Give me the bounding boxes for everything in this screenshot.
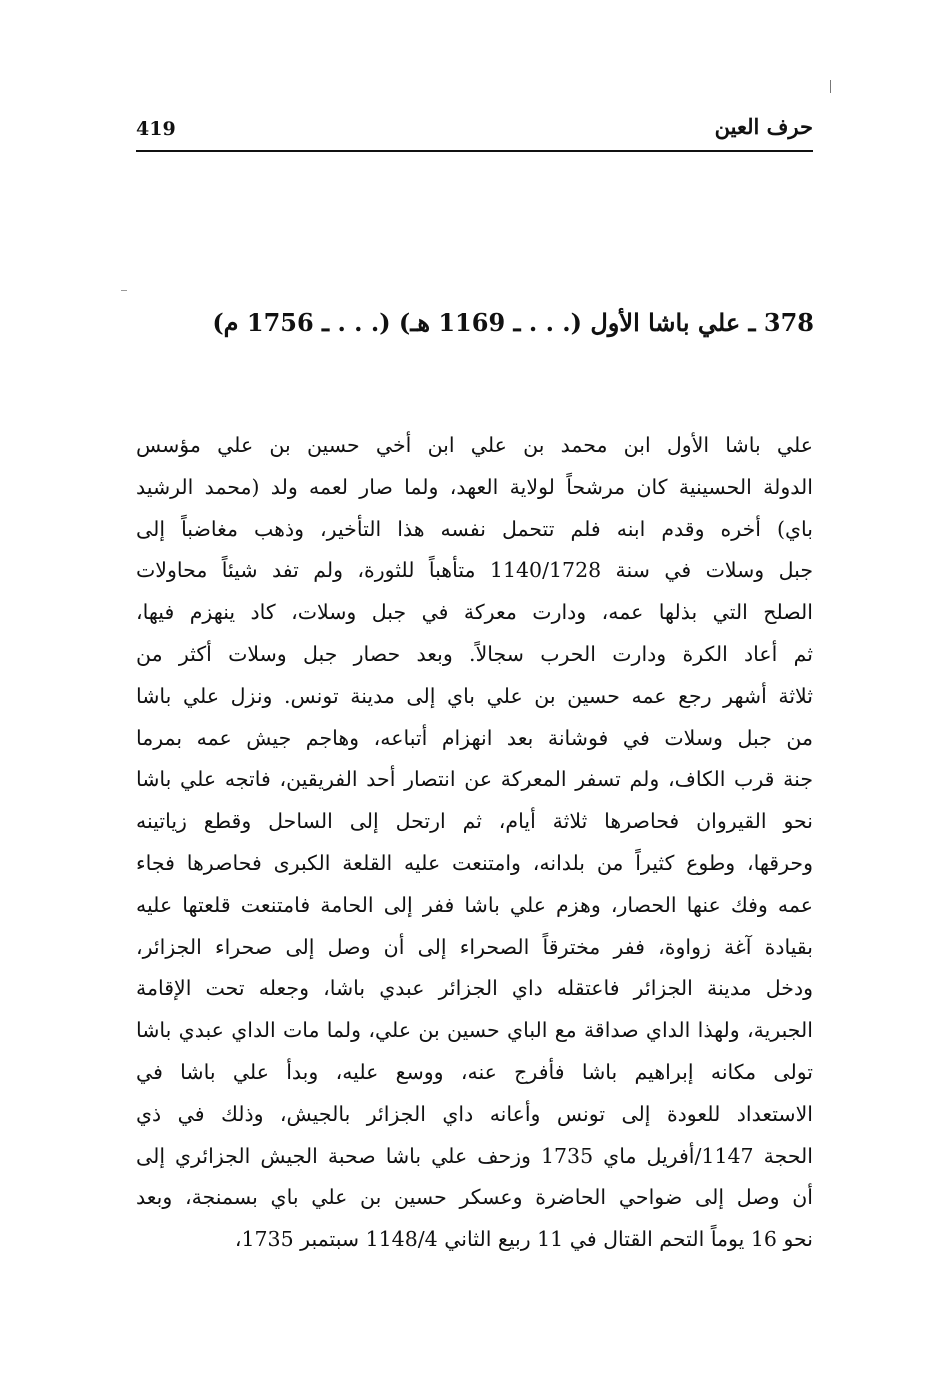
- text-line: ودخل مدينة الجزائر فاعتقله داي الجزائر عبدي باشا، وجعله تحت الإقامة: [136, 976, 813, 1001]
- running-head: حرف العين: [714, 114, 813, 139]
- text-line: ثلاثة أشهر رجع عمه حسين بن علي باي إلى مدينة تونس. ونزل علي باشا: [136, 683, 813, 708]
- text-line: جنة قرب الكاف، ولم تسفر المعركة عن انتصار أحد الفريقين، فاتجه علي باشا: [136, 767, 813, 792]
- entry-body: [136, 425, 813, 1261]
- text-line: الحجة 1147/أفريل ماي 1735 وزحف علي باشا صحبة الجيش الجزائري إلى: [136, 1143, 814, 1168]
- text-line: الجبرية، ولهذا الداي صداقة مع الباي حسين بن علي، ولما مات الداي عبدي باشا: [136, 1018, 813, 1043]
- text-line: باي) أخره وقدم ابنه فلم تتحمل نفسه هذا التأخير، وذهب مغاضباً إلى: [136, 516, 813, 541]
- text-line: تولى مكانه إبراهيم باشا فأفرج عنه، ووسع عليه، وبدأ علي باشا في: [136, 1059, 813, 1084]
- text-line: الاستعداد للعودة إلى تونس وأعانه داي الجزائر بالجيش، وذلك في ذي: [136, 1101, 813, 1126]
- margin-mark: [830, 80, 831, 93]
- text-line: الدولة الحسينية كان مرشحاً لولاية العهد، ولما صار لعمه ولد (محمد الرشيد: [136, 474, 813, 499]
- text-line: عمه وفك عنها الحصار، وهزم علي باشا ففر إلى الحامة فامتنعت قلعتها عليه: [136, 892, 813, 917]
- text-line: جبل وسلات في سنة 1140/1728 متأهباً للثورة، ولم تفد شيئاً محاولات: [136, 558, 813, 583]
- margin-speck: [121, 290, 127, 291]
- text-line: من جبل وسلات في فوشانة بعد انهزام أتباعه، وهاجم جيش عمه بمرما: [136, 725, 813, 750]
- text-line: نحو القيروان فحاصرها ثلاثة أيام، ثم ارتحل إلى الساحل وقطع زياتينه: [136, 809, 813, 834]
- text-line: علي باشا الأول ابن محمد بن علي ابن أخي حسين بن علي مؤسس: [136, 433, 813, 457]
- entry-title: 378 ـ علي باشا الأول (. . . ـ 1169 هـ) (. . . ـ 1756 م): [212, 308, 814, 337]
- text-line: وحرقها، وطوع كثيراً من بلدانه، وامتنعت عليه القلعة الكبرى فحاصرها فجاء: [136, 850, 813, 875]
- text-line: نحو 16 يوماً التحم القتال في 11 ربيع الثاني 1148/4 سبتمبر 1735،: [234, 1227, 813, 1252]
- text-line: الصلح التي بذلها عمه، ودارت معركة في جبل وسلات، كاد ينهزم فيها،: [136, 600, 813, 625]
- text-line: بقيادة آغة زواوة، ففر مخترقاً الصحراء إلى أن وصل إلى صحراء الجزائر،: [136, 934, 813, 959]
- page-number: 419: [136, 118, 176, 140]
- page-header: [136, 112, 813, 152]
- text-line: أن وصل إلى ضواحي الحاضرة وعسكر حسين بن علي باي بسمنجة، وبعد: [136, 1185, 813, 1210]
- text-line: ثم أعاد الكرة ودارت الحرب سجالاً. وبعد حصار جبل وسلات أكثر من: [136, 641, 813, 666]
